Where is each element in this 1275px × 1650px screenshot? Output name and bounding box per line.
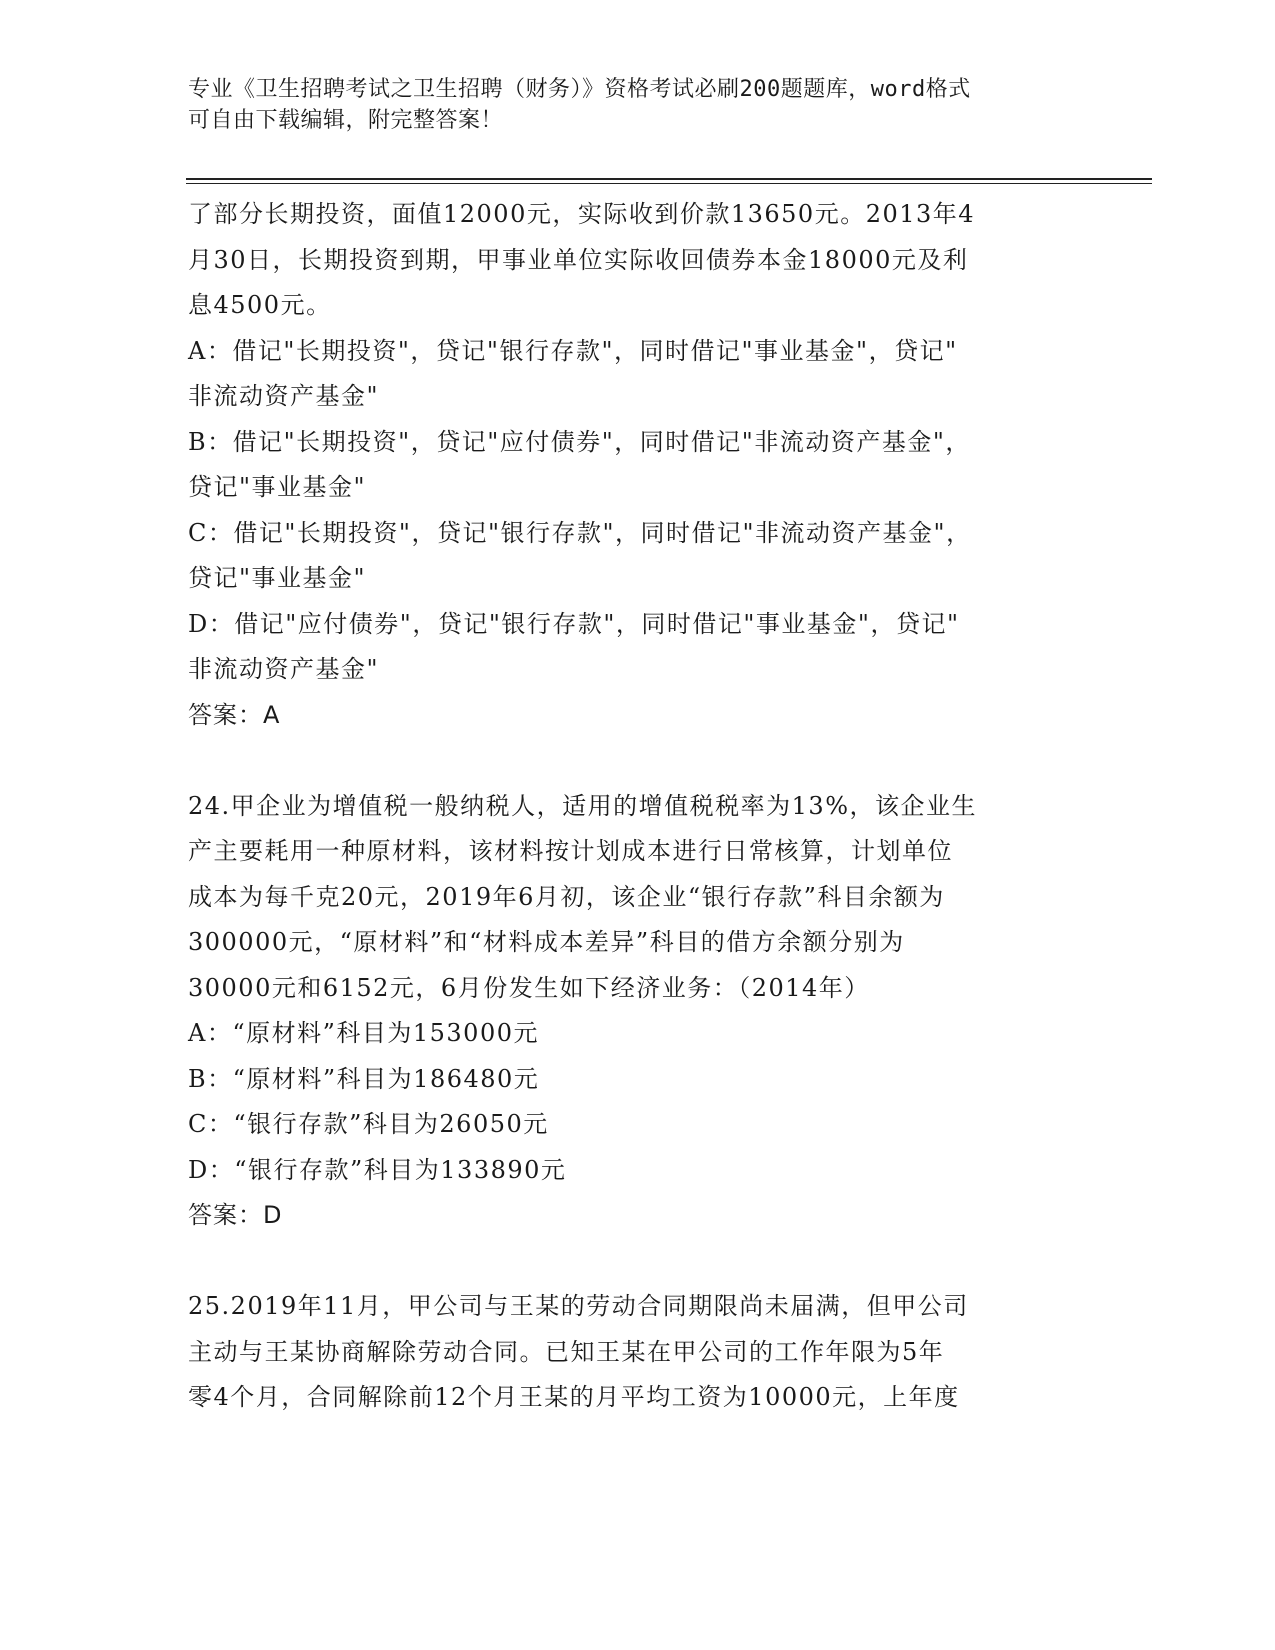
question-24 — [188, 784, 1088, 1239]
option-c-line-1: C：借记"长期投资"，贷记"银行存款"，同时借记"非流动资产基金"， — [188, 518, 972, 547]
question-23 — [188, 192, 1088, 738]
option-a-line-2: 非流动资产基金" — [188, 382, 380, 410]
spacer — [188, 738, 1088, 784]
question-stem-line: 零4个月，合同解除前12个月王某的月平均工资为10000元，上年度 — [188, 1383, 960, 1411]
question-stem-line: 24.甲企业为增值税一般纳税人，适用的增值税税率为13%，该企业生 — [188, 791, 978, 820]
document-header — [188, 74, 1068, 136]
option-b-line-1: B：借记"长期投资"，贷记"应付债券"，同时借记"非流动资产基金"， — [188, 427, 971, 456]
question-stem-line: 成本为每千克20元，2019年6月初，该企业“银行存款”科目余额为 — [188, 882, 945, 911]
answer-line: 答案：D — [188, 1201, 283, 1229]
option-b-line-2: 贷记"事业基金" — [188, 473, 367, 501]
option-d-line-1: D：借记"应付债券"，贷记"银行存款"，同时借记"事业基金"，贷记" — [188, 609, 960, 638]
option-d-line-2: 非流动资产基金" — [188, 655, 380, 683]
spacer — [188, 1239, 1088, 1285]
option-c: C：“银行存款”科目为26050元 — [188, 1110, 549, 1138]
option-d: D：“银行存款”科目为133890元 — [188, 1155, 567, 1184]
option-a: A：“原材料”科目为153000元 — [188, 1019, 539, 1047]
question-stem-line: 300000元，“原材料”和“材料成本差异”科目的借方余额分别为 — [188, 928, 905, 956]
option-c-line-2: 贷记"事业基金" — [188, 564, 367, 592]
question-stem-line: 产主要耗用一种原材料，该材料按计划成本进行日常核算，计划单位 — [188, 837, 953, 865]
header-divider-thick — [186, 178, 1152, 180]
question-stem-line: 息4500元。 — [188, 291, 332, 319]
header-divider-thin — [186, 183, 1152, 184]
question-stem-line: 月30日，长期投资到期，甲事业单位实际收回债券本金18000元及利 — [188, 245, 969, 274]
header-title-line-1: 专业《卫生招聘考试之卫生招聘（财务）》资格考试必刷200题题库，word格式 — [188, 77, 971, 102]
document-body — [188, 192, 1088, 1421]
question-25 — [188, 1284, 1088, 1421]
option-a-line-1: A：借记"长期投资"，贷记"银行存款"，同时借记"事业基金"，贷记" — [188, 336, 958, 365]
option-b: B：“原材料”科目为186480元 — [188, 1064, 540, 1093]
question-stem-line: 了部分长期投资，面值12000元，实际收到价款13650元。2013年4 — [188, 200, 976, 228]
question-stem-line: 主动与王某协商解除劳动合同。已知王某在甲公司的工作年限为5年 — [188, 1337, 945, 1366]
question-stem-line: 25.2019年11月，甲公司与王某的劳动合同期限尚未届满，但甲公司 — [188, 1292, 969, 1320]
question-stem-line: 30000元和6152元，6月份发生如下经济业务：（2014年） — [188, 973, 870, 1002]
answer-line: 答案：A — [188, 700, 281, 729]
header-title-line-2: 可自由下载编辑，附完整答案！ — [188, 108, 504, 133]
